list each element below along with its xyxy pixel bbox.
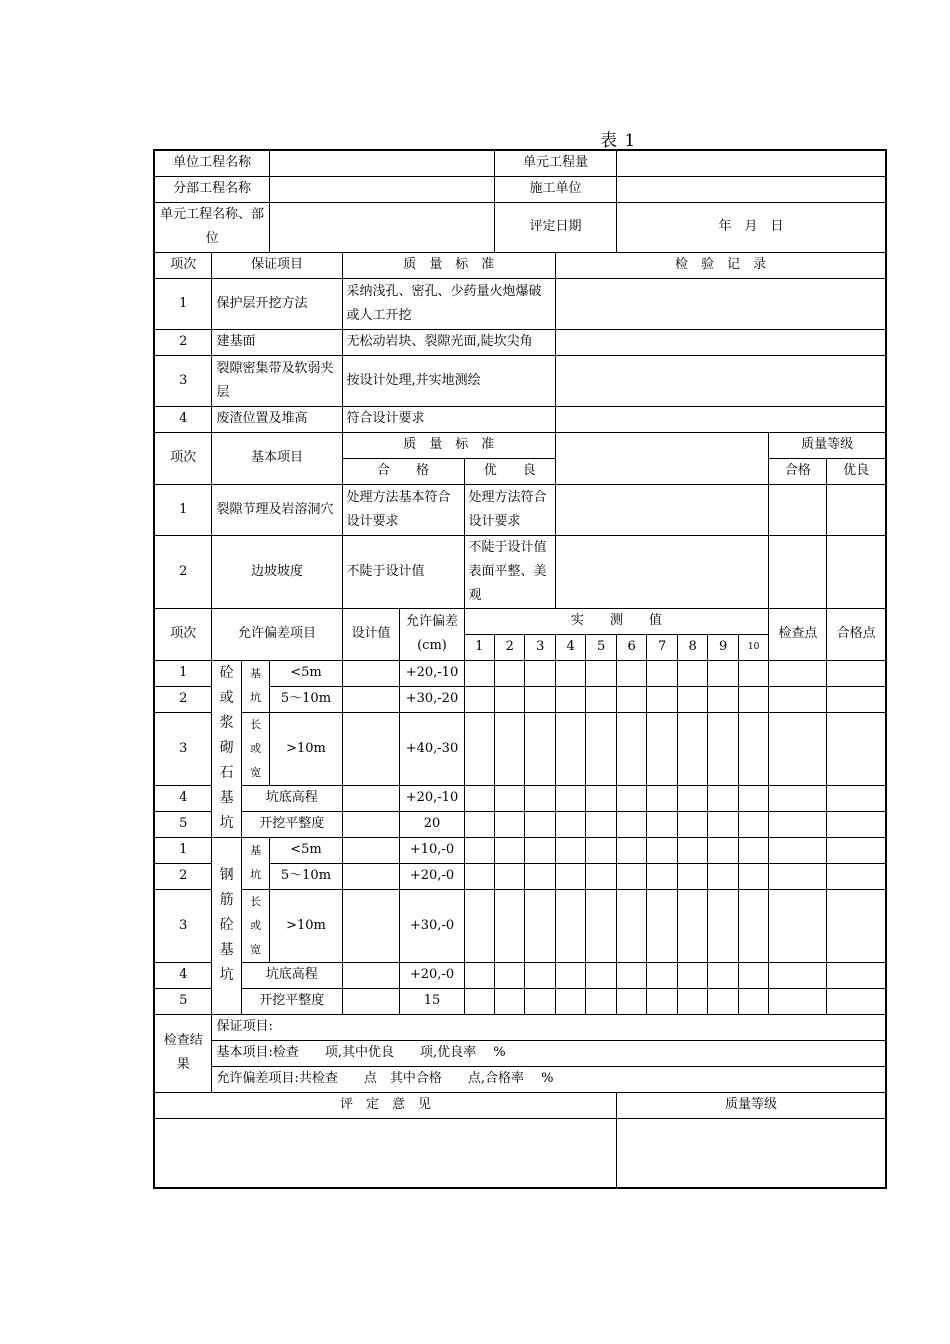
evaluation-date-label: 评定日期 <box>494 202 616 252</box>
deviation-measure-cell[interactable] <box>464 988 494 1014</box>
sub-project-name-label: 分部工程名称 <box>154 176 270 202</box>
deviation-row-no: 4 <box>154 962 212 988</box>
deviation-pass-points-cell[interactable] <box>827 988 886 1014</box>
deviation-check-points-cell[interactable] <box>769 686 827 712</box>
deviation-measure-cell[interactable] <box>464 686 494 712</box>
deviation-measure-cell[interactable] <box>586 988 617 1014</box>
deviation-measure-cell[interactable] <box>586 863 617 889</box>
deviation-measure-cell[interactable] <box>616 712 646 785</box>
deviation-row-design[interactable] <box>342 837 400 863</box>
deviation-measure-cell[interactable] <box>586 785 617 811</box>
deviation-group-label <box>212 660 241 837</box>
basic-row-grade-excellent[interactable] <box>827 484 886 535</box>
deviation-measure-cell[interactable] <box>555 811 585 837</box>
deviation-col-item: 允许偏差项目 <box>212 608 342 660</box>
deviation-measure-cell[interactable] <box>464 712 494 785</box>
deviation-measure-cell[interactable] <box>677 712 707 785</box>
deviation-measure-cell[interactable] <box>555 686 585 712</box>
deviation-measure-cell[interactable] <box>738 811 768 837</box>
deviation-measure-cell[interactable] <box>494 962 524 988</box>
basic-row-record[interactable] <box>555 535 768 608</box>
vertical-char: 砌 <box>219 740 234 756</box>
deviation-measure-cell[interactable] <box>616 863 646 889</box>
basic-row-item: 边坡坡度 <box>212 535 342 608</box>
deviation-measure-cell[interactable] <box>677 988 707 1014</box>
deviation-measure-cell[interactable] <box>494 837 524 863</box>
sub-project-name-value[interactable] <box>270 176 495 202</box>
guarantee-row-no: 1 <box>154 278 212 329</box>
vertical-char: 坑 <box>250 868 262 881</box>
deviation-measure-cell[interactable] <box>555 785 585 811</box>
deviation-measure-cell[interactable] <box>555 837 585 863</box>
guarantee-row-item: 废渣位置及堆高 <box>212 406 342 432</box>
results-basic-line: 基本项目:检查 项,其中优良 项,优良率 % <box>212 1040 886 1066</box>
guarantee-col-standard: 质 量 标 准 <box>342 252 555 278</box>
basic-col-pass: 合 格 <box>342 458 464 484</box>
deviation-measure-cell[interactable] <box>708 686 738 712</box>
vertical-char: 宽 <box>250 765 262 779</box>
basic-row-grade-excellent[interactable] <box>827 535 886 608</box>
measure-col-number: 5 <box>586 634 617 660</box>
deviation-row-spec: 5～10m <box>270 863 342 889</box>
deviation-measure-cell[interactable] <box>555 962 585 988</box>
vertical-char: 长 <box>250 894 262 908</box>
deviation-measure-cell[interactable] <box>525 811 555 837</box>
deviation-measure-cell[interactable] <box>677 889 707 962</box>
deviation-measure-cell[interactable] <box>464 660 494 686</box>
deviation-measure-cell[interactable] <box>464 837 494 863</box>
deviation-row-spec: <5m <box>270 660 342 686</box>
measure-col-number: 7 <box>647 634 677 660</box>
deviation-row-spec: 开挖平整度 <box>241 988 342 1014</box>
deviation-measure-cell[interactable] <box>525 837 555 863</box>
deviation-col-measured: 实 测 值 <box>464 608 769 634</box>
deviation-measure-cell[interactable] <box>708 660 738 686</box>
deviation-group-label <box>212 837 241 1014</box>
deviation-row-allow: +30,-0 <box>400 889 464 962</box>
evaluation-opinion-label: 评 定 意 见 <box>154 1092 616 1118</box>
vertical-char: 浆 <box>219 715 234 731</box>
deviation-row-no: 3 <box>154 889 212 962</box>
deviation-measure-cell[interactable] <box>738 988 768 1014</box>
results-guarantee-line: 保证项目: <box>212 1014 886 1040</box>
deviation-measure-cell[interactable] <box>738 660 768 686</box>
deviation-pass-points-cell[interactable] <box>827 837 886 863</box>
basic-row-pass: 不陡于设计值 <box>342 535 464 608</box>
basic-col-item: 基本项目 <box>212 432 342 484</box>
deviation-measure-cell[interactable] <box>616 660 646 686</box>
deviation-row-allow: +10,-0 <box>400 837 464 863</box>
deviation-measure-cell[interactable] <box>738 889 768 962</box>
guarantee-row-record[interactable] <box>555 355 886 406</box>
deviation-row-allow: +20,-10 <box>400 660 464 686</box>
guarantee-row-item: 裂隙密集带及软弱夹层 <box>212 355 342 406</box>
measure-col-number: 2 <box>494 634 524 660</box>
deviation-measure-cell[interactable] <box>738 837 768 863</box>
deviation-measure-cell[interactable] <box>677 785 707 811</box>
deviation-check-points-cell[interactable] <box>769 712 827 785</box>
deviation-measure-cell[interactable] <box>708 712 738 785</box>
guarantee-row-standard: 按设计处理,并实地测绘 <box>342 355 555 406</box>
deviation-measure-cell[interactable] <box>708 889 738 962</box>
construction-unit-value[interactable] <box>616 176 886 202</box>
deviation-measure-cell[interactable] <box>708 863 738 889</box>
deviation-measure-cell[interactable] <box>464 962 494 988</box>
deviation-col-design: 设计值 <box>342 608 400 660</box>
deviation-measure-cell[interactable] <box>616 962 646 988</box>
deviation-measure-cell[interactable] <box>647 863 677 889</box>
guarantee-row-item: 保护层开挖方法 <box>212 278 342 329</box>
basic-col-no: 项次 <box>154 432 212 484</box>
deviation-row-allow: +40,-30 <box>400 712 464 785</box>
deviation-measure-cell[interactable] <box>708 988 738 1014</box>
basic-row-excellent: 处理方法符合设计要求 <box>464 484 555 535</box>
measure-col-number: 6 <box>616 634 646 660</box>
deviation-measure-cell[interactable] <box>586 962 617 988</box>
basic-row-no: 1 <box>154 484 212 535</box>
measure-col-number: 10 <box>738 634 768 660</box>
deviation-row-no: 3 <box>154 712 212 785</box>
deviation-pass-points-cell[interactable] <box>827 686 886 712</box>
deviation-measure-cell[interactable] <box>616 686 646 712</box>
deviation-row-allow: 20 <box>400 811 464 837</box>
deviation-measure-cell[interactable] <box>708 785 738 811</box>
deviation-measure-cell[interactable] <box>677 811 707 837</box>
deviation-row-no: 1 <box>154 660 212 686</box>
basic-row-record[interactable] <box>555 484 768 535</box>
deviation-row-allow: +20,-0 <box>400 863 464 889</box>
deviation-measure-cell[interactable] <box>586 811 617 837</box>
deviation-measure-cell[interactable] <box>464 785 494 811</box>
vertical-char: 或 <box>250 918 262 932</box>
measure-col-number: 8 <box>677 634 707 660</box>
deviation-measure-cell[interactable] <box>616 811 646 837</box>
guarantee-col-no: 项次 <box>154 252 212 278</box>
deviation-pass-points-cell[interactable] <box>827 712 886 785</box>
deviation-measure-cell[interactable] <box>494 988 524 1014</box>
deviation-measure-cell[interactable] <box>647 686 677 712</box>
guarantee-row-standard: 符合设计要求 <box>342 406 555 432</box>
deviation-row-no: 5 <box>154 811 212 837</box>
evaluation-opinion-area[interactable] <box>154 1118 616 1188</box>
unit-quantity-label: 单元工程量 <box>494 150 616 176</box>
deviation-measure-cell[interactable] <box>555 660 585 686</box>
deviation-check-points-cell[interactable] <box>769 660 827 686</box>
deviation-row-design[interactable] <box>342 988 400 1014</box>
results-label: 检查结果 <box>154 1014 212 1092</box>
deviation-measure-cell[interactable] <box>464 863 494 889</box>
deviation-measure-cell[interactable] <box>647 660 677 686</box>
deviation-pass-points-cell[interactable] <box>827 889 886 962</box>
deviation-measure-cell[interactable] <box>738 962 768 988</box>
guarantee-row-no: 4 <box>154 406 212 432</box>
deviation-measure-cell[interactable] <box>586 660 617 686</box>
deviation-row-design[interactable] <box>342 785 400 811</box>
basic-col-excellent: 优 良 <box>464 458 555 484</box>
guarantee-row-record[interactable] <box>555 329 886 355</box>
basic-col-grade-excellent: 优良 <box>827 458 886 484</box>
deviation-subgroup-label-top <box>241 660 269 712</box>
deviation-row-allow: 15 <box>400 988 464 1014</box>
deviation-measure-cell[interactable] <box>677 686 707 712</box>
deviation-measure-cell[interactable] <box>677 837 707 863</box>
deviation-row-design[interactable] <box>342 811 400 837</box>
basic-col-standard: 质 量 标 准 <box>342 432 555 458</box>
measure-col-number: 4 <box>555 634 585 660</box>
deviation-row-design[interactable] <box>342 686 400 712</box>
unit-project-name-value[interactable] <box>270 150 495 176</box>
deviation-check-points-cell[interactable] <box>769 988 827 1014</box>
deviation-pass-points-cell[interactable] <box>827 785 886 811</box>
deviation-measure-cell[interactable] <box>555 863 585 889</box>
guarantee-col-record: 检 验 记 录 <box>555 252 886 278</box>
deviation-measure-cell[interactable] <box>494 712 524 785</box>
deviation-measure-cell[interactable] <box>677 962 707 988</box>
deviation-measure-cell[interactable] <box>555 712 585 785</box>
unit-project-name-label: 单位工程名称 <box>154 150 270 176</box>
deviation-check-points-cell[interactable] <box>769 863 827 889</box>
deviation-pass-points-cell[interactable] <box>827 962 886 988</box>
deviation-measure-cell[interactable] <box>708 811 738 837</box>
deviation-measure-cell[interactable] <box>586 686 617 712</box>
deviation-check-points-cell[interactable] <box>769 962 827 988</box>
deviation-subgroup-label-bottom <box>241 712 269 785</box>
deviation-measure-cell[interactable] <box>616 889 646 962</box>
vertical-char: 基 <box>219 942 234 958</box>
deviation-measure-cell[interactable] <box>494 660 524 686</box>
deviation-measure-cell[interactable] <box>647 811 677 837</box>
deviation-measure-cell[interactable] <box>677 863 707 889</box>
deviation-pass-points-cell[interactable] <box>827 660 886 686</box>
deviation-row-design[interactable] <box>342 660 400 686</box>
evaluation-grade-label: 质量等级 <box>616 1092 886 1118</box>
basic-col-grade: 质量等级 <box>769 432 886 458</box>
vertical-char: 长 <box>250 717 262 731</box>
measure-col-number: 9 <box>708 634 738 660</box>
deviation-row-spec: 开挖平整度 <box>241 811 342 837</box>
deviation-measure-cell[interactable] <box>525 785 555 811</box>
deviation-col-pass-points: 合格点 <box>827 608 886 660</box>
vertical-char: 宽 <box>250 942 262 956</box>
deviation-measure-cell[interactable] <box>464 889 494 962</box>
basic-row-grade-pass[interactable] <box>769 484 827 535</box>
deviation-measure-cell[interactable] <box>647 712 677 785</box>
deviation-measure-cell[interactable] <box>738 863 768 889</box>
deviation-measure-cell[interactable] <box>738 712 768 785</box>
basic-col-grade-pass: 合格 <box>769 458 827 484</box>
deviation-measure-cell[interactable] <box>464 811 494 837</box>
guarantee-row-standard: 无松动岩块、裂隙光面,陡坎尖角 <box>342 329 555 355</box>
deviation-row-spec: 坑底高程 <box>241 962 342 988</box>
deviation-measure-cell[interactable] <box>525 712 555 785</box>
deviation-measure-cell[interactable] <box>616 837 646 863</box>
deviation-row-no: 1 <box>154 837 212 863</box>
vertical-char: 砼 <box>219 917 234 933</box>
deviation-check-points-cell[interactable] <box>769 837 827 863</box>
deviation-pass-points-cell[interactable] <box>827 863 886 889</box>
deviation-row-allow: +20,-0 <box>400 962 464 988</box>
deviation-col-check-points: 检查点 <box>769 608 827 660</box>
guarantee-row-item: 建基面 <box>212 329 342 355</box>
deviation-row-spec: 坑底高程 <box>241 785 342 811</box>
deviation-col-no: 项次 <box>154 608 212 660</box>
vertical-char: 砼 <box>219 665 234 681</box>
deviation-measure-cell[interactable] <box>738 785 768 811</box>
deviation-measure-cell[interactable] <box>525 660 555 686</box>
deviation-measure-cell[interactable] <box>677 660 707 686</box>
vertical-char: 基 <box>250 844 262 857</box>
deviation-measure-cell[interactable] <box>494 811 524 837</box>
guarantee-row-standard: 采纳浅孔、密孔、少药量火炮爆破或人工开挖 <box>342 278 555 329</box>
deviation-row-no: 2 <box>154 686 212 712</box>
deviation-measure-cell[interactable] <box>525 889 555 962</box>
vertical-char: 或 <box>250 741 262 755</box>
deviation-measure-cell[interactable] <box>494 863 524 889</box>
deviation-row-design[interactable] <box>342 712 400 785</box>
deviation-row-allow: +30,-20 <box>400 686 464 712</box>
table-title: 表 1 <box>600 131 637 151</box>
vertical-char: 坑 <box>250 691 262 704</box>
evaluation-date-value[interactable]: 年 月 日 <box>616 202 886 252</box>
deviation-measure-cell[interactable] <box>525 686 555 712</box>
guarantee-row-record[interactable] <box>555 278 886 329</box>
deviation-measure-cell[interactable] <box>555 889 585 962</box>
deviation-pass-points-cell[interactable] <box>827 811 886 837</box>
deviation-measure-cell[interactable] <box>708 837 738 863</box>
deviation-row-design[interactable] <box>342 889 400 962</box>
deviation-check-points-cell[interactable] <box>769 785 827 811</box>
deviation-measure-cell[interactable] <box>647 785 677 811</box>
deviation-row-spec: >10m <box>270 712 342 785</box>
deviation-row-spec: >10m <box>270 889 342 962</box>
deviation-subgroup-label-top <box>241 837 269 889</box>
deviation-measure-cell[interactable] <box>525 863 555 889</box>
deviation-measure-cell[interactable] <box>525 962 555 988</box>
deviation-row-spec: <5m <box>270 837 342 863</box>
deviation-measure-cell[interactable] <box>616 785 646 811</box>
deviation-measure-cell[interactable] <box>647 889 677 962</box>
unit-quantity-value[interactable] <box>616 150 886 176</box>
deviation-row-design[interactable] <box>342 962 400 988</box>
vertical-char: 钢 <box>219 867 234 883</box>
deviation-check-points-cell[interactable] <box>769 811 827 837</box>
guarantee-row-no: 2 <box>154 329 212 355</box>
deviation-measure-cell[interactable] <box>586 889 617 962</box>
deviation-measure-cell[interactable] <box>647 988 677 1014</box>
evaluation-grade-area[interactable] <box>616 1118 886 1188</box>
deviation-row-spec: 5～10m <box>270 686 342 712</box>
deviation-measure-cell[interactable] <box>494 686 524 712</box>
vertical-char: 石 <box>219 765 234 781</box>
vertical-char: 坑 <box>219 967 234 983</box>
deviation-row-design[interactable] <box>342 863 400 889</box>
results-deviation-line: 允许偏差项目:共检查 点 其中合格 点,合格率 % <box>212 1066 886 1092</box>
deviation-row-no: 5 <box>154 988 212 1014</box>
deviation-measure-cell[interactable] <box>586 712 617 785</box>
measure-col-number: 3 <box>525 634 555 660</box>
deviation-measure-cell[interactable] <box>494 889 524 962</box>
deviation-measure-cell[interactable] <box>555 988 585 1014</box>
deviation-row-allow: +20,-10 <box>400 785 464 811</box>
deviation-measure-cell[interactable] <box>708 962 738 988</box>
basic-row-excellent: 不陡于设计值表面平整、美观 <box>464 535 555 608</box>
deviation-subgroup-label-bottom <box>241 889 269 962</box>
vertical-char: 基 <box>250 667 262 680</box>
guarantee-col-item: 保证项目 <box>212 252 342 278</box>
deviation-measure-cell[interactable] <box>494 785 524 811</box>
deviation-measure-cell[interactable] <box>647 962 677 988</box>
deviation-measure-cell[interactable] <box>525 988 555 1014</box>
measure-col-number: 1 <box>464 634 494 660</box>
vertical-char: 或 <box>219 690 234 706</box>
basic-row-grade-pass[interactable] <box>769 535 827 608</box>
deviation-measure-cell[interactable] <box>586 837 617 863</box>
basic-record-header <box>555 432 768 484</box>
quality-evaluation-form <box>153 149 887 1189</box>
deviation-col-allow: 允许偏差(cm) <box>400 608 464 660</box>
vertical-char: 基 <box>219 790 234 806</box>
deviation-measure-cell[interactable] <box>738 686 768 712</box>
deviation-row-no: 2 <box>154 863 212 889</box>
vertical-char: 筋 <box>219 892 234 908</box>
construction-unit-label: 施工单位 <box>494 176 616 202</box>
guarantee-row-no: 3 <box>154 355 212 406</box>
deviation-measure-cell[interactable] <box>647 837 677 863</box>
element-name-location-value[interactable] <box>270 202 495 252</box>
basic-row-pass: 处理方法基本符合设计要求 <box>342 484 464 535</box>
guarantee-row-record[interactable] <box>555 406 886 432</box>
deviation-row-no: 4 <box>154 785 212 811</box>
deviation-measure-cell[interactable] <box>616 988 646 1014</box>
deviation-check-points-cell[interactable] <box>769 889 827 962</box>
basic-row-item: 裂隙节理及岩溶洞穴 <box>212 484 342 535</box>
element-name-location-label: 单元工程名称、部位 <box>154 202 270 252</box>
basic-row-no: 2 <box>154 535 212 608</box>
vertical-char: 坑 <box>219 815 234 831</box>
